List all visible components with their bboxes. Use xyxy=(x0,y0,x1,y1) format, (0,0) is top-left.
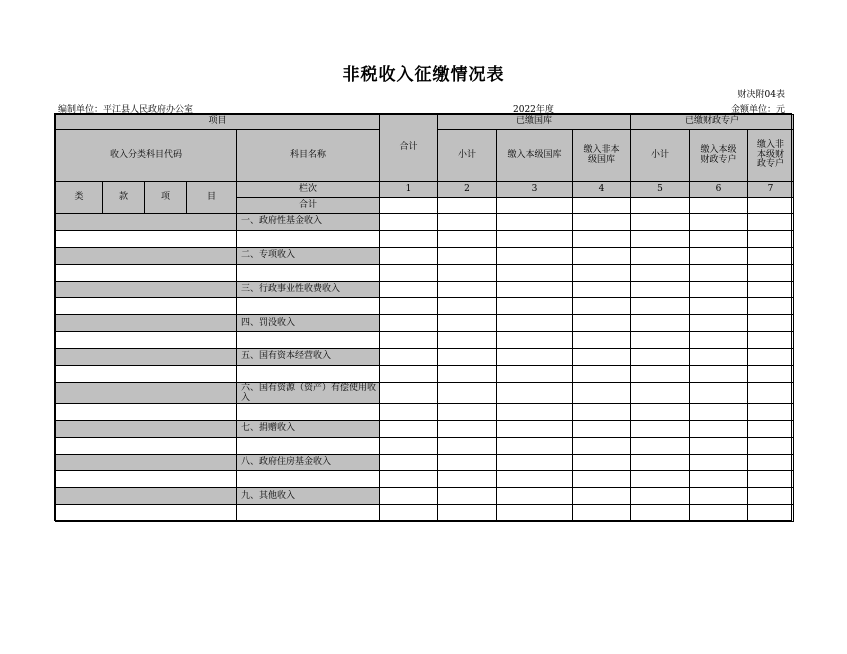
data-cell xyxy=(690,403,748,420)
data-cell xyxy=(690,382,748,403)
subject-name-cell: 六、国有资源（资产）有偿使用收入 xyxy=(237,382,380,403)
data-cell xyxy=(573,332,631,349)
data-cell xyxy=(690,332,748,349)
data-cell xyxy=(690,488,748,505)
code-cell xyxy=(56,298,237,315)
data-cell xyxy=(631,349,690,366)
data-cell xyxy=(573,214,631,231)
data-cell xyxy=(380,454,438,471)
data-cell xyxy=(380,247,438,264)
data-cell xyxy=(573,454,631,471)
data-cell xyxy=(497,437,573,454)
data-cell xyxy=(690,198,748,214)
header-treasury-subtotal: 小计 xyxy=(438,130,497,182)
data-cell xyxy=(631,437,690,454)
col-num: 5 xyxy=(631,182,690,198)
data-cell xyxy=(631,366,690,383)
data-cell xyxy=(497,366,573,383)
header-treasury-group: 已缴国库 xyxy=(438,115,631,130)
data-cell xyxy=(573,349,631,366)
data-cell xyxy=(497,230,573,247)
data-cell xyxy=(748,488,794,505)
data-cell xyxy=(497,454,573,471)
data-cell xyxy=(631,230,690,247)
data-cell xyxy=(690,214,748,231)
table-row xyxy=(56,281,794,298)
subject-name-cell xyxy=(237,298,380,315)
header-fiscal-nonlocal: 缴入非本级财政专户 xyxy=(748,130,794,182)
page-title: 非税收入征缴情况表 xyxy=(342,65,505,85)
data-cell xyxy=(748,332,794,349)
data-cell xyxy=(690,247,748,264)
data-cell xyxy=(438,366,497,383)
data-cell xyxy=(497,332,573,349)
subject-name-cell xyxy=(237,403,380,420)
table-row xyxy=(56,315,794,332)
data-cell xyxy=(573,230,631,247)
compiling-unit: 编制单位：平江县人民政府办公室 xyxy=(58,105,194,115)
data-cell xyxy=(631,198,690,214)
data-cell xyxy=(631,488,690,505)
table-row xyxy=(56,230,794,247)
header-lei: 类 xyxy=(56,182,103,214)
col-num: 3 xyxy=(497,182,573,198)
data-cell xyxy=(497,247,573,264)
data-cell xyxy=(631,403,690,420)
code-cell xyxy=(56,420,237,437)
data-cell xyxy=(438,505,497,522)
data-cell xyxy=(497,349,573,366)
data-cell xyxy=(748,315,794,332)
code-cell xyxy=(56,454,237,471)
subject-name-cell: 一、政府性基金收入 xyxy=(237,214,380,231)
data-cell xyxy=(380,471,438,488)
col-num: 7 xyxy=(748,182,794,198)
code-cell xyxy=(56,264,237,281)
header-xiang: 项 xyxy=(145,182,187,214)
data-cell xyxy=(380,198,438,214)
subject-name-cell xyxy=(237,264,380,281)
header-fiscal-local: 缴入本级财政专户 xyxy=(690,130,748,182)
data-cell xyxy=(438,471,497,488)
table-row xyxy=(56,298,794,315)
data-cell xyxy=(380,505,438,522)
col-num: 6 xyxy=(690,182,748,198)
data-cell xyxy=(380,420,438,437)
col-num: 1 xyxy=(380,182,438,198)
col-num: 2 xyxy=(438,182,497,198)
data-cell xyxy=(573,382,631,403)
data-cell xyxy=(690,281,748,298)
data-cell xyxy=(748,366,794,383)
data-cell xyxy=(748,471,794,488)
data-cell xyxy=(497,214,573,231)
data-cell xyxy=(438,403,497,420)
data-cell xyxy=(573,437,631,454)
data-cell xyxy=(573,198,631,214)
data-cell xyxy=(690,349,748,366)
data-cell xyxy=(497,281,573,298)
data-cell xyxy=(631,332,690,349)
data-cell xyxy=(573,403,631,420)
subject-name-cell: 五、国有资本经营收入 xyxy=(237,349,380,366)
table-row xyxy=(56,247,794,264)
data-cell xyxy=(690,420,748,437)
data-cell xyxy=(380,488,438,505)
data-cell xyxy=(631,264,690,281)
code-cell xyxy=(56,488,237,505)
data-cell xyxy=(380,264,438,281)
data-cell xyxy=(438,454,497,471)
code-cell xyxy=(56,230,237,247)
code-cell xyxy=(56,349,237,366)
subject-name-cell: 九、其他收入 xyxy=(237,488,380,505)
data-cell xyxy=(631,281,690,298)
header-total: 合计 xyxy=(380,115,438,182)
header-classification-code: 收入分类科目代码 xyxy=(56,130,237,182)
subject-name-cell: 三、行政事业性收费收入 xyxy=(237,281,380,298)
subject-name-cell xyxy=(237,332,380,349)
data-cell xyxy=(748,349,794,366)
subject-name-cell xyxy=(237,505,380,522)
data-cell xyxy=(497,505,573,522)
data-cell xyxy=(631,454,690,471)
data-cell xyxy=(438,315,497,332)
code-cell xyxy=(56,332,237,349)
currency-unit: 金额单位：元 xyxy=(730,105,785,115)
data-cell xyxy=(690,230,748,247)
data-cell xyxy=(380,382,438,403)
code-cell xyxy=(56,214,237,231)
table-row xyxy=(56,382,794,403)
header-fiscal-group: 已缴财政专户 xyxy=(631,115,794,130)
data-cell xyxy=(748,281,794,298)
table-row xyxy=(56,349,794,366)
form-number: 财决附04表 xyxy=(737,90,785,100)
subject-name-cell: 八、政府住房基金收入 xyxy=(237,454,380,471)
code-cell xyxy=(56,247,237,264)
table-row xyxy=(56,454,794,471)
code-cell xyxy=(56,403,237,420)
data-cell xyxy=(497,298,573,315)
subject-name-cell: 四、罚没收入 xyxy=(237,315,380,332)
code-cell xyxy=(56,382,237,403)
table-row xyxy=(56,420,794,437)
data-cell xyxy=(748,230,794,247)
data-cell xyxy=(380,214,438,231)
data-cell xyxy=(497,471,573,488)
table-row xyxy=(56,471,794,488)
data-cell xyxy=(748,420,794,437)
data-cell xyxy=(748,505,794,522)
data-cell xyxy=(438,488,497,505)
header-project: 项目 xyxy=(56,115,380,130)
header-mu: 目 xyxy=(187,182,237,214)
data-cell xyxy=(573,488,631,505)
data-cell xyxy=(497,315,573,332)
data-cell xyxy=(438,298,497,315)
header-treasury-nonlocal: 缴入非本级国库 xyxy=(573,130,631,182)
subject-name-cell xyxy=(237,471,380,488)
data-cell xyxy=(497,198,573,214)
data-cell xyxy=(573,471,631,488)
subject-name-cell: 二、专项收入 xyxy=(237,247,380,264)
data-cell xyxy=(380,315,438,332)
data-cell xyxy=(438,349,497,366)
total-row-label: 合计 xyxy=(237,198,380,214)
header-fiscal-subtotal: 小计 xyxy=(631,130,690,182)
data-cell xyxy=(690,454,748,471)
data-cell xyxy=(748,437,794,454)
data-cell xyxy=(748,264,794,281)
data-cell xyxy=(573,247,631,264)
data-cell xyxy=(573,505,631,522)
code-cell xyxy=(56,315,237,332)
data-cell xyxy=(497,488,573,505)
table-row xyxy=(56,403,794,420)
data-cell xyxy=(380,298,438,315)
fiscal-year: 2022年度 xyxy=(513,105,554,115)
data-cell xyxy=(438,420,497,437)
data-cell xyxy=(438,198,497,214)
code-cell xyxy=(56,471,237,488)
data-cell xyxy=(573,264,631,281)
data-cell xyxy=(573,281,631,298)
data-cell xyxy=(631,382,690,403)
table-row xyxy=(56,505,794,522)
table-row xyxy=(56,488,794,505)
data-cell xyxy=(380,349,438,366)
data-cell xyxy=(631,214,690,231)
data-cell xyxy=(438,214,497,231)
data-cell xyxy=(497,420,573,437)
table-row xyxy=(56,437,794,454)
data-cell xyxy=(748,214,794,231)
data-cell xyxy=(631,247,690,264)
data-cell xyxy=(438,264,497,281)
data-cell xyxy=(631,315,690,332)
data-cell xyxy=(748,247,794,264)
header-kuan: 款 xyxy=(103,182,145,214)
data-cell xyxy=(690,264,748,281)
data-cell xyxy=(690,505,748,522)
data-cell xyxy=(497,403,573,420)
data-cell xyxy=(690,366,748,383)
data-cell xyxy=(380,332,438,349)
code-cell xyxy=(56,505,237,522)
data-cell xyxy=(380,437,438,454)
data-cell xyxy=(690,437,748,454)
data-cell xyxy=(690,315,748,332)
data-cell xyxy=(380,403,438,420)
header-subject-name: 科目名称 xyxy=(237,130,380,182)
data-cell xyxy=(438,332,497,349)
data-cell xyxy=(690,298,748,315)
code-cell xyxy=(56,437,237,454)
data-cell xyxy=(748,403,794,420)
table-row xyxy=(56,366,794,383)
data-cell xyxy=(497,382,573,403)
data-cell xyxy=(380,230,438,247)
data-cell xyxy=(438,437,497,454)
subject-name-cell: 七、捐赠收入 xyxy=(237,420,380,437)
table-row xyxy=(56,214,794,231)
data-cell xyxy=(631,420,690,437)
revenue-table xyxy=(55,114,794,522)
data-cell xyxy=(380,281,438,298)
data-cell xyxy=(748,298,794,315)
data-cell xyxy=(573,298,631,315)
subject-name-cell xyxy=(237,437,380,454)
data-cell xyxy=(438,247,497,264)
header-treasury-local: 缴入本级国库 xyxy=(497,130,573,182)
data-cell xyxy=(748,454,794,471)
data-cell xyxy=(497,264,573,281)
data-cell xyxy=(438,382,497,403)
data-cell xyxy=(631,505,690,522)
data-cell xyxy=(438,230,497,247)
data-cell xyxy=(573,315,631,332)
header-lanci: 栏次 xyxy=(237,182,380,198)
subject-name-cell xyxy=(237,230,380,247)
code-cell xyxy=(56,281,237,298)
data-cell xyxy=(748,382,794,403)
col-num: 4 xyxy=(573,182,631,198)
data-cell xyxy=(438,281,497,298)
data-cell xyxy=(573,366,631,383)
data-cell xyxy=(631,471,690,488)
table-row xyxy=(56,332,794,349)
data-cell xyxy=(748,198,794,214)
data-cell xyxy=(380,366,438,383)
table-row xyxy=(56,264,794,281)
data-cell xyxy=(690,471,748,488)
subject-name-cell xyxy=(237,366,380,383)
code-cell xyxy=(56,366,237,383)
data-cell xyxy=(573,420,631,437)
data-cell xyxy=(631,298,690,315)
